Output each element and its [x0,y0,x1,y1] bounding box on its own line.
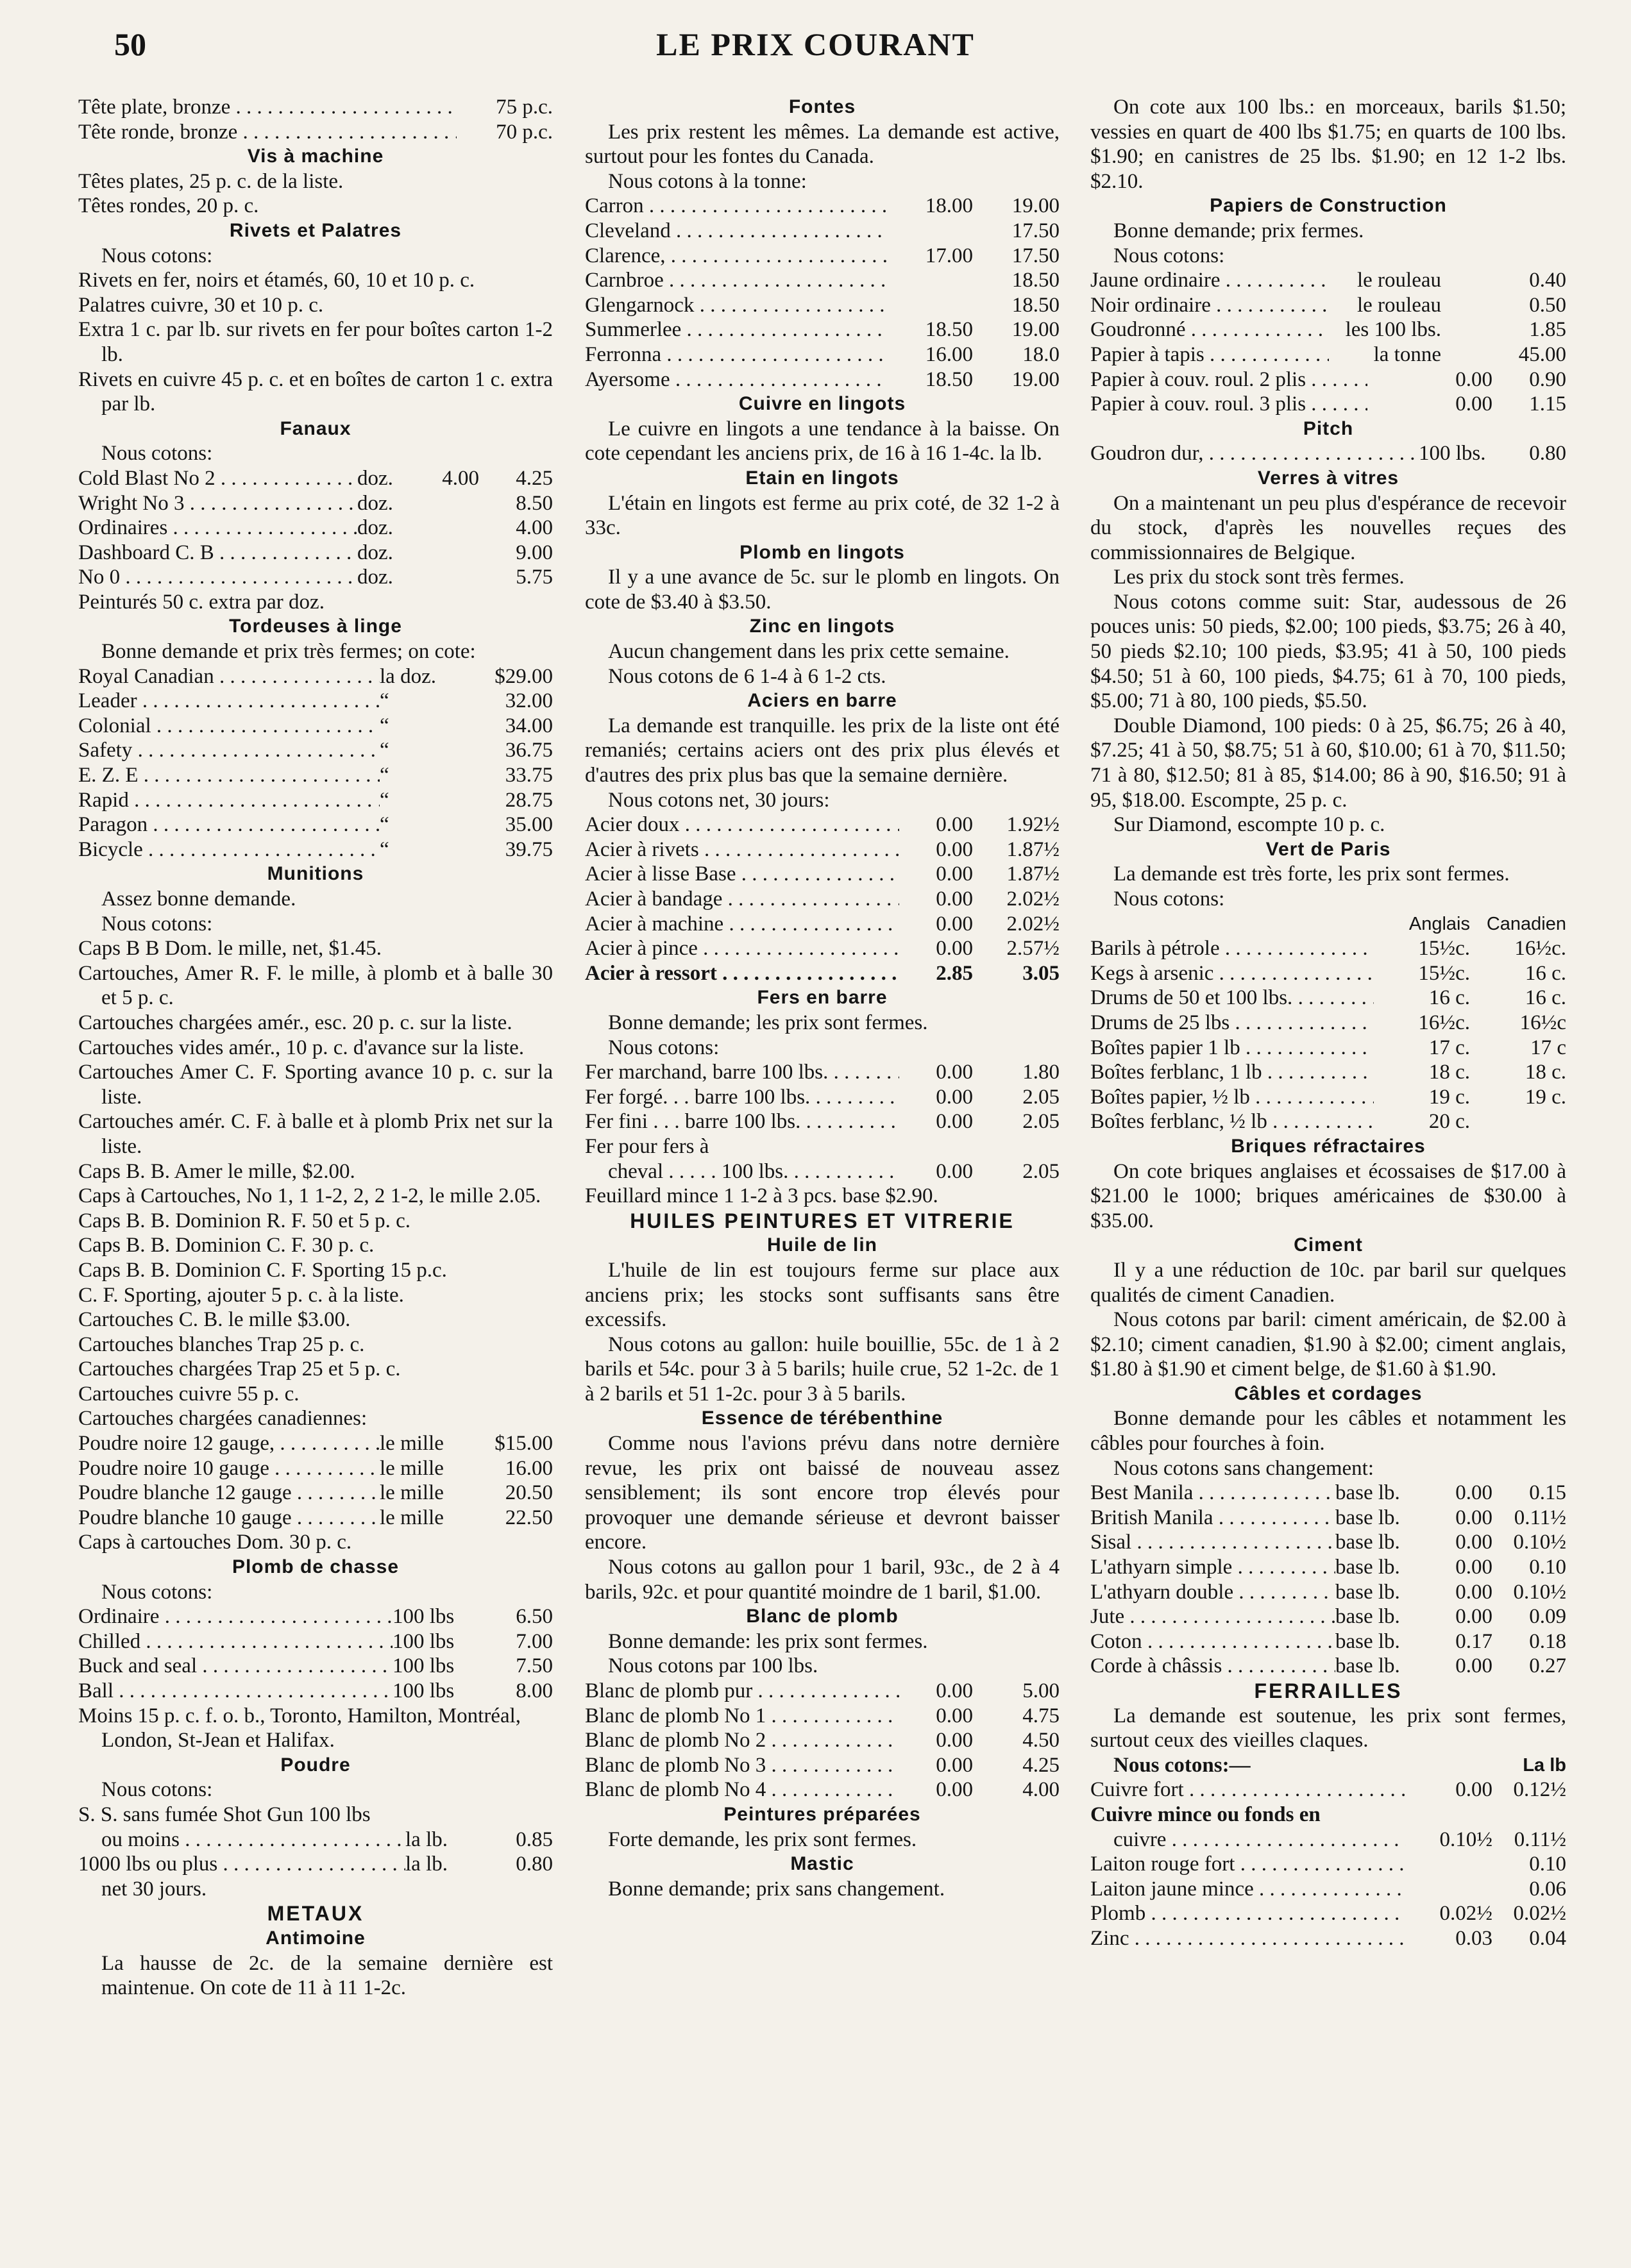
text-line: Caps à Cartouches, No 1, 1 1-2, 2, 2 1-2, le mille 2.05. [78,1184,541,1208]
price-row: Drums de 50 et 100 lbs. . . . 16 c. 16 c. [1090,986,1566,1011]
text-line: Nous cotons: [1113,244,1225,267]
price-row: Papier à tapis . . . la tonne 45.00 [1090,342,1566,367]
price-row: Acier à pince . . . 0.00 2.57½ [585,936,1060,961]
section-heading: Plomb de chasse [232,1556,400,1578]
price-row: Jute . . . base lb. 0.00 0.09 [1090,1604,1566,1629]
text-line: Têtes rondes, 20 p. c. [78,194,259,218]
price-row: Acier doux . . . 0.00 1.92½ [585,812,1060,837]
price-row: Acier à rivets . . . 0.00 1.87½ [585,837,1060,862]
section-heading: Pitch [1303,417,1354,439]
price-row: Wright No 3 . . . doz. 8.50 [78,491,553,516]
page-title: LE PRIX COURANT [656,26,975,62]
section-heading: Mastic [790,1853,854,1875]
table-header: Nous cotons:— La lb [1113,1753,1566,1777]
price-row: Blanc de plomb No 1 . . . 0.00 4.75 [585,1704,1060,1729]
price-row: Chilled . . . 100 lbs 7.00 [78,1629,553,1654]
price-row: Acier à machine . . . 0.00 2.02½ [585,912,1060,937]
price-row: Papier à couv. roul. 3 plis . . . 0.00 1.15 [1090,392,1566,417]
text-paragraph: Bonne demande: les prix sont fermes. [608,1629,928,1653]
price-row: L'athyarn double . . . base lb. 0.00 0.10½ [1090,1580,1566,1605]
price-row: Cold Blast No 2 . . . doz. 4.00 4.25 [78,466,553,491]
text-line: Cartouches amér. C. F. à balle et à plomb Prix net sur la liste. [78,1110,553,1158]
text-line: Nous cotons: [101,442,213,466]
price-row: Jaune ordinaire . . . le rouleau 0.40 [1090,268,1566,293]
text-paragraph: Nous cotons au gallon: huile bouillie, 55c. de 1 à 2 barils et 54c. pour 3 à 5 barils; huile crue, 52 1-2c. de 1 à 2 barils et 51 1-2c. pour 3 à 5 barils. [585,1332,1060,1406]
text-line: Rivets en cuivre 45 p. c. et en boîtes de carton 1 c. extra par lb. [78,367,553,416]
price-row: Glengarnock . . . 18.50 [585,293,1060,318]
section-heading: Plomb en lingots [739,541,905,563]
price-row: Ferronna . . . 16.00 18.0 [585,342,1060,367]
text-paragraph: On cote briques anglaises et écossaises de $17.00 à $21.00 le 1000; briques américaines de $30.00 à $35.00. [1090,1159,1566,1232]
text-line: Nous cotons: [101,1580,213,1604]
price-row: Fer marchand, barre 100 lbs. . . . 0.00 1.80 [585,1060,1060,1085]
section-heading: HUILES PEINTURES ET VITRERIE [630,1209,1015,1232]
price-row: Laiton rouge fort . . . 0.10 [1090,1852,1566,1877]
section-heading: Papiers de Construction [1210,195,1447,217]
price-row: Noir ordinaire . . . le rouleau 0.50 [1090,293,1566,318]
price-row: Carron . . . 18.00 19.00 [585,194,1060,219]
price-row: Acier à ressort . . . 2.85 3.05 [585,961,1060,986]
price-row: Plomb . . . 0.02½ 0.02½ [1090,1901,1566,1926]
text-line: net 30 jours. [101,1877,207,1901]
text-line: C. F. Sporting, ajouter 5 p. c. à la liste. [78,1283,404,1307]
price-row: Sisal . . . base lb. 0.00 0.10½ [1090,1530,1566,1555]
text-line: Cartouches vides amér., 10 p. c. d'avance sur la liste. [78,1036,525,1059]
price-row: Blanc de plomb No 2 . . . 0.00 4.50 [585,1728,1060,1753]
text-line: Rivets en fer, noirs et étamés, 60, 10 et 10 p. c. [78,269,475,292]
price-row: British Manila . . . base lb. 0.00 0.11½ [1090,1506,1566,1531]
text-line: Moins 15 p. c. f. o. b., Toronto, Hamilton, Montréal, London, St-Jean et Halifax. [78,1704,521,1752]
price-row: L'athyarn simple . . . base lb. 0.00 0.10 [1090,1555,1566,1580]
text-paragraph: Nous cotons par baril: ciment américain, de $2.00 à $2.10; ciment canadien, $1.90 à $2.00; ciment anglais, $1.80 à $1.90 et ciment belge, de $1.60 à $1.90. [1090,1308,1566,1381]
section-heading: Briques réfractaires [1231,1135,1426,1157]
price-row: Clarence, . . . 17.00 17.50 [585,244,1060,269]
price-row: Boîtes ferblanc, 1 lb . . . 18 c. 18 c. [1090,1060,1566,1085]
section-heading: Fanaux [280,417,351,439]
text-line: Cartouches C. B. le mille $3.00. [78,1308,351,1332]
price-row: Bicycle . . . “ 39.75 [78,837,553,862]
text-line: Cartouches chargées amér., esc. 20 p. c. sur la liste. [78,1011,512,1034]
section-heading: Peintures préparées [723,1803,921,1825]
section-heading: Fers en barre [757,987,888,1009]
price-row: Goudronné . . . les 100 lbs. 1.85 [1090,317,1566,342]
text-line: Palatres cuivre, 30 et 10 p. c. [78,293,324,317]
price-row: 1000 lbs ou plus . . . la lb. 0.80 [78,1852,553,1877]
section-heading: Munitions [267,863,364,885]
text-line: Nous cotons: [101,1778,213,1802]
price-row: Ball . . . 100 lbs 8.00 [78,1679,553,1704]
text-line: Cartouches chargées Trap 25 et 5 p. c. [78,1357,401,1381]
column-1 [78,95,553,2001]
price-row: Kegs à arsenic . . . 15½c. 16 c. [1090,961,1566,986]
text-paragraph: On cote aux 100 lbs.: en morceaux, barils $1.50; vessies en quart de 400 lbs $1.75; en quarts de 100 lbs. $1.90; en canistres de 25 lbs. $1.90; en 12 1-2 lbs. $2.10. [1090,96,1566,193]
text-line: Nous cotons: [101,244,213,267]
price-row: Drums de 25 lbs . . . 16½c. 16½c [1090,1011,1566,1036]
text-line: Caps B. B. Amer le mille, $2.00. [78,1159,355,1183]
text-line: Caps B. B. Dominion R. F. 50 et 5 p. c. [78,1209,411,1232]
price-row: Tête plate, bronze . . . 75 p.c. [78,95,553,120]
text-paragraph: Bonne demande; prix sans changement. [608,1877,945,1901]
price-row: Paragon . . . “ 35.00 [78,812,553,837]
price-row: Carnbroe . . . 18.50 [585,268,1060,293]
price-row: Buck and seal . . . 100 lbs 7.50 [78,1654,553,1679]
text-line: Têtes plates, 25 p. c. de la liste. [78,169,344,193]
section-heading: Vis à machine [247,146,384,167]
price-row: Ayersome . . . 18.50 19.00 [585,367,1060,392]
text-paragraph: L'huile de lin est toujours ferme sur place aux anciens prix; les stocks sont suffisants sans être excessifs. [585,1258,1060,1332]
price-row: Boîtes ferblanc, ½ lb . . . 20 c. [1090,1109,1566,1134]
section-heading: Ciment [1294,1234,1363,1256]
price-row: Fer forgé. . . barre 100 lbs. . . . 0.00 2.05 [585,1085,1060,1110]
text-paragraph: Le cuivre en lingots a une tendance à la baisse. On cote cependant les anciens prix, de 16 à 16 1-4c. la lb. [585,417,1060,466]
section-heading: Verres à vitres [1257,467,1399,489]
text-paragraph: Il y a une avance de 5c. sur le plomb en lingots. On cote de $3.40 à $3.50. [585,566,1060,614]
text-paragraph: Nous cotons au gallon pour 1 baril, 93c., de 2 à 4 barils, 92c. et pour quantité moindre de 1 baril, $1.00. [585,1556,1060,1604]
price-row: Boîtes papier 1 lb . . . 17 c. 17 c [1090,1036,1566,1061]
price-row: Blanc de plomb No 3 . . . 0.00 4.25 [585,1753,1060,1778]
text-paragraph: Bonne demande; prix fermes. [1113,219,1364,242]
text-line: Cartouches blanches Trap 25 p. c. [78,1332,365,1356]
section-heading: FERRAILLES [1254,1679,1403,1702]
text-line: S. S. sans fumée Shot Gun 100 lbs [78,1802,371,1826]
price-row: Tête ronde, bronze . . . 70 p.c. [78,120,553,145]
text-line: Cuivre mince ou fonds en [1090,1802,1321,1826]
text-line: Cartouches cuivre 55 p. c. [78,1382,300,1406]
price-row: ou moins . . . la lb. 0.85 [78,1827,553,1852]
text-line: Nous cotons par 100 lbs. [608,1654,818,1678]
section-heading: Rivets et Palatres [229,219,402,241]
price-row: No 0 . . . doz. 5.75 [78,565,553,590]
price-row: Barils à pétrole . . . 15½c. 16½c. [1090,936,1566,961]
price-row: Ordinaire . . . 100 lbs 6.50 [78,1604,553,1629]
text-line: Cartouches chargées canadiennes: [78,1407,368,1431]
price-row: cheval . . . . . 100 lbs. . . . 0.00 2.05 [585,1159,1060,1184]
text-paragraph: Nous cotons comme suit: Star, audessous de 26 pouces unis: 50 pieds, $2.00; 100 pieds, $3.75; 26 à 40, 50 pieds $2.10; 100 pieds, $3.95; 41 à 50, 100 pieds $4.50; 51 à 60, 100 pieds, $4.75; 61 à 70, 100 pieds, $5.00; 71 à 80, 100 pieds, $5.50. [1090,590,1566,713]
text-line: Peinturés 50 c. extra par doz. [78,590,325,614]
section-heading: Etain en lingots [745,467,899,489]
price-row: Acier à bandage . . . 0.00 2.02½ [585,887,1060,912]
section-heading: METAUX [267,1902,364,1926]
price-row: Poudre blanche 10 gauge . . . le mille 22.50 [78,1506,553,1531]
price-row: cuivre . . . 0.10½ 0.11½ [1090,1827,1566,1852]
text-line: Nous cotons: [608,1036,720,1059]
section-heading: Essence de térébenthine [701,1407,943,1429]
price-row: Boîtes papier, ½ lb . . . 19 c. 19 c. [1090,1085,1566,1110]
section-heading: Tordeuses à linge [229,616,402,637]
price-row: Best Manila . . . base lb. 0.00 0.15 [1090,1481,1566,1506]
price-row: Dashboard C. B . . . doz. 9.00 [78,541,553,566]
text-line: Bonne demande et prix très fermes; on cote: [101,640,476,664]
text-line: Caps B. B. Dominion C. F. 30 p. c. [78,1234,375,1257]
section-subheading: Huile de lin [766,1234,878,1256]
page-number: 50 [114,26,146,62]
price-row: Fer fini . . . barre 100 lbs. . . . 0.00 2.05 [585,1109,1060,1134]
price-row: Poudre blanche 12 gauge . . . le mille 20.50 [78,1481,553,1506]
section-heading: Aciers en barre [747,690,897,712]
section-heading: Cuivre en lingots [738,393,906,415]
price-row: Zinc . . . 0.03 0.04 [1090,1926,1566,1951]
text-paragraph: La hausse de 2c. de la semaine dernière est maintenue. On cote de 11 à 11 1-2c. [101,1951,553,2000]
section-heading: Blanc de plomb [746,1606,899,1627]
text-line: Assez bonne demande. [101,887,296,911]
price-row: Acier à lisse Base . . . 0.00 1.87½ [585,862,1060,887]
text-paragraph: La demande est soutenue, les prix sont fermes, surtout ceux des vieilles claques. [1090,1704,1566,1752]
section-heading: Fontes [788,96,856,117]
price-row: Laiton jaune mince . . . 0.06 [1090,1877,1566,1902]
text-paragraph: L'étain en lingots est ferme au prix coté, de 32 1-2 à 33c. [585,491,1060,540]
price-row: Ordinaires . . . doz. 4.00 [78,516,553,541]
text-line: Nous cotons net, 30 jours: [608,788,830,812]
text-line: Cartouches, Amer R. F. le mille, à plomb et à balle 30 et 5 p. c. [78,961,553,1010]
text-paragraph: Forte demande, les prix sont fermes. [608,1827,917,1851]
price-row: Goudron dur, . . . 100 lbs. 0.80 [1090,441,1566,466]
price-row: Papier à couv. roul. 2 plis . . . 0.00 0.90 [1090,367,1566,392]
column-2 [585,95,1060,1901]
text-line: Fer pour fers à [585,1134,709,1158]
text-paragraph: Aucun changement dans les prix cette semaine. [608,640,1010,664]
text-line: Nous cotons: [101,912,213,936]
price-row: Colonial . . . “ 34.00 [78,714,553,739]
text-paragraph: Il y a une réduction de 10c. par baril sur quelques qualités de ciment Canadien. [1090,1258,1566,1307]
price-row: Poudre noire 10 gauge . . . le mille 16.00 [78,1456,553,1481]
section-heading: Vert de Paris [1265,838,1391,860]
text-line: Caps B. B. Dominion C. F. Sporting 15 p.c. [78,1258,447,1282]
price-row: Safety . . . “ 36.75 [78,738,553,763]
text-line: Feuillard mince 1 1-2 à 3 pcs. base $2.90. [585,1184,938,1208]
section-heading: Câbles et cordages [1234,1382,1423,1404]
page-header [0,19,1631,71]
section-heading: Poudre [280,1754,351,1776]
price-row: Poudre noire 12 gauge, . . . le mille $15.00 [78,1431,553,1456]
price-row: Blanc de plomb pur . . . 0.00 5.00 [585,1679,1060,1704]
text-paragraph: Les prix restent les mêmes. La demande est active, surtout pour les fontes du Canada. [585,120,1060,169]
text-paragraph: Double Diamond, 100 pieds: 0 à 25, $6.75; 26 à 40, $7.25; 41 à 50, $8.75; 51 à 60, $10.00; 61 à 70, $11.50; 71 à 80, $12.50; 81 à 85, $14.00; 86 à 90, $16.50; 91 à 95, $18.00. Escompte, 25 p. c. [1090,714,1566,812]
text-paragraph: La demande est tranquille. les prix de la liste ont été remaniés; certains aciers ont des prix plus élevés et d'autres des prix plus bas que la semaine dernière. [585,714,1060,787]
price-row: E. Z. E . . . “ 33.75 [78,763,553,788]
price-row: Coton . . . base lb. 0.17 0.18 [1090,1629,1566,1654]
column-3 [1090,95,1566,1951]
section-subheading: Antimoine [266,1927,366,1949]
section-heading: Zinc en lingots [749,616,895,637]
price-row: Rapid . . . “ 28.75 [78,788,553,813]
text-line: Caps B B Dom. le mille, net, $1.45. [78,937,382,961]
price-row: Summerlee . . . 18.50 19.00 [585,317,1060,342]
price-row: Corde à châssis . . . base lb. 0.00 0.27 [1090,1654,1566,1679]
text-line: Nous cotons: [1113,887,1225,911]
text-paragraph: Sur Diamond, escompte 10 p. c. [1113,813,1385,837]
text-line: Nous cotons à la tonne: [608,169,807,193]
price-row: Cleveland . . . 17.50 [585,219,1060,244]
text-paragraph: Comme nous l'avions prévu dans notre dernière revue, les prix ont baissé de nouveau assez sensiblement; ils sont encore trop élevés pour provoquer une demande sérieuse et devront baisser encore. [585,1432,1060,1554]
price-row: Blanc de plomb No 4 . . . 0.00 4.00 [585,1777,1060,1802]
text-paragraph: Bonne demande pour les câbles et notamment les câbles pour fourches à foin. [1090,1407,1566,1456]
text-paragraph: La demande est très forte, les prix sont fermes. [1113,862,1510,886]
text-paragraph: Nous cotons de 6 1-4 à 6 1-2 cts. [608,664,886,688]
table-header: Anglais Canadien [1408,913,1566,934]
text-line: Caps à cartouches Dom. 30 p. c. [78,1531,352,1554]
text-line: Extra 1 c. par lb. sur rivets en fer pour boîtes carton 1-2 lb. [78,318,553,366]
price-row: Leader . . . “ 32.00 [78,689,553,714]
price-row: Cuivre fort . . . 0.00 0.12½ [1090,1777,1566,1802]
text-line: Nous cotons sans changement: [1113,1456,1374,1480]
text-line: Cartouches Amer C. F. Sporting avance 10 p. c. sur la liste. [78,1061,553,1109]
text-paragraph: Les prix du stock sont très fermes. [1113,566,1405,589]
price-row: Royal Canadian . . . la doz. $29.00 [78,664,553,689]
text-paragraph: On a maintenant un peu plus d'espérance de recevoir du stock, d'après les nouvelles reçues des commissionnaires de Belgique. [1090,491,1566,564]
text-paragraph: Bonne demande; les prix sont fermes. [608,1011,928,1034]
